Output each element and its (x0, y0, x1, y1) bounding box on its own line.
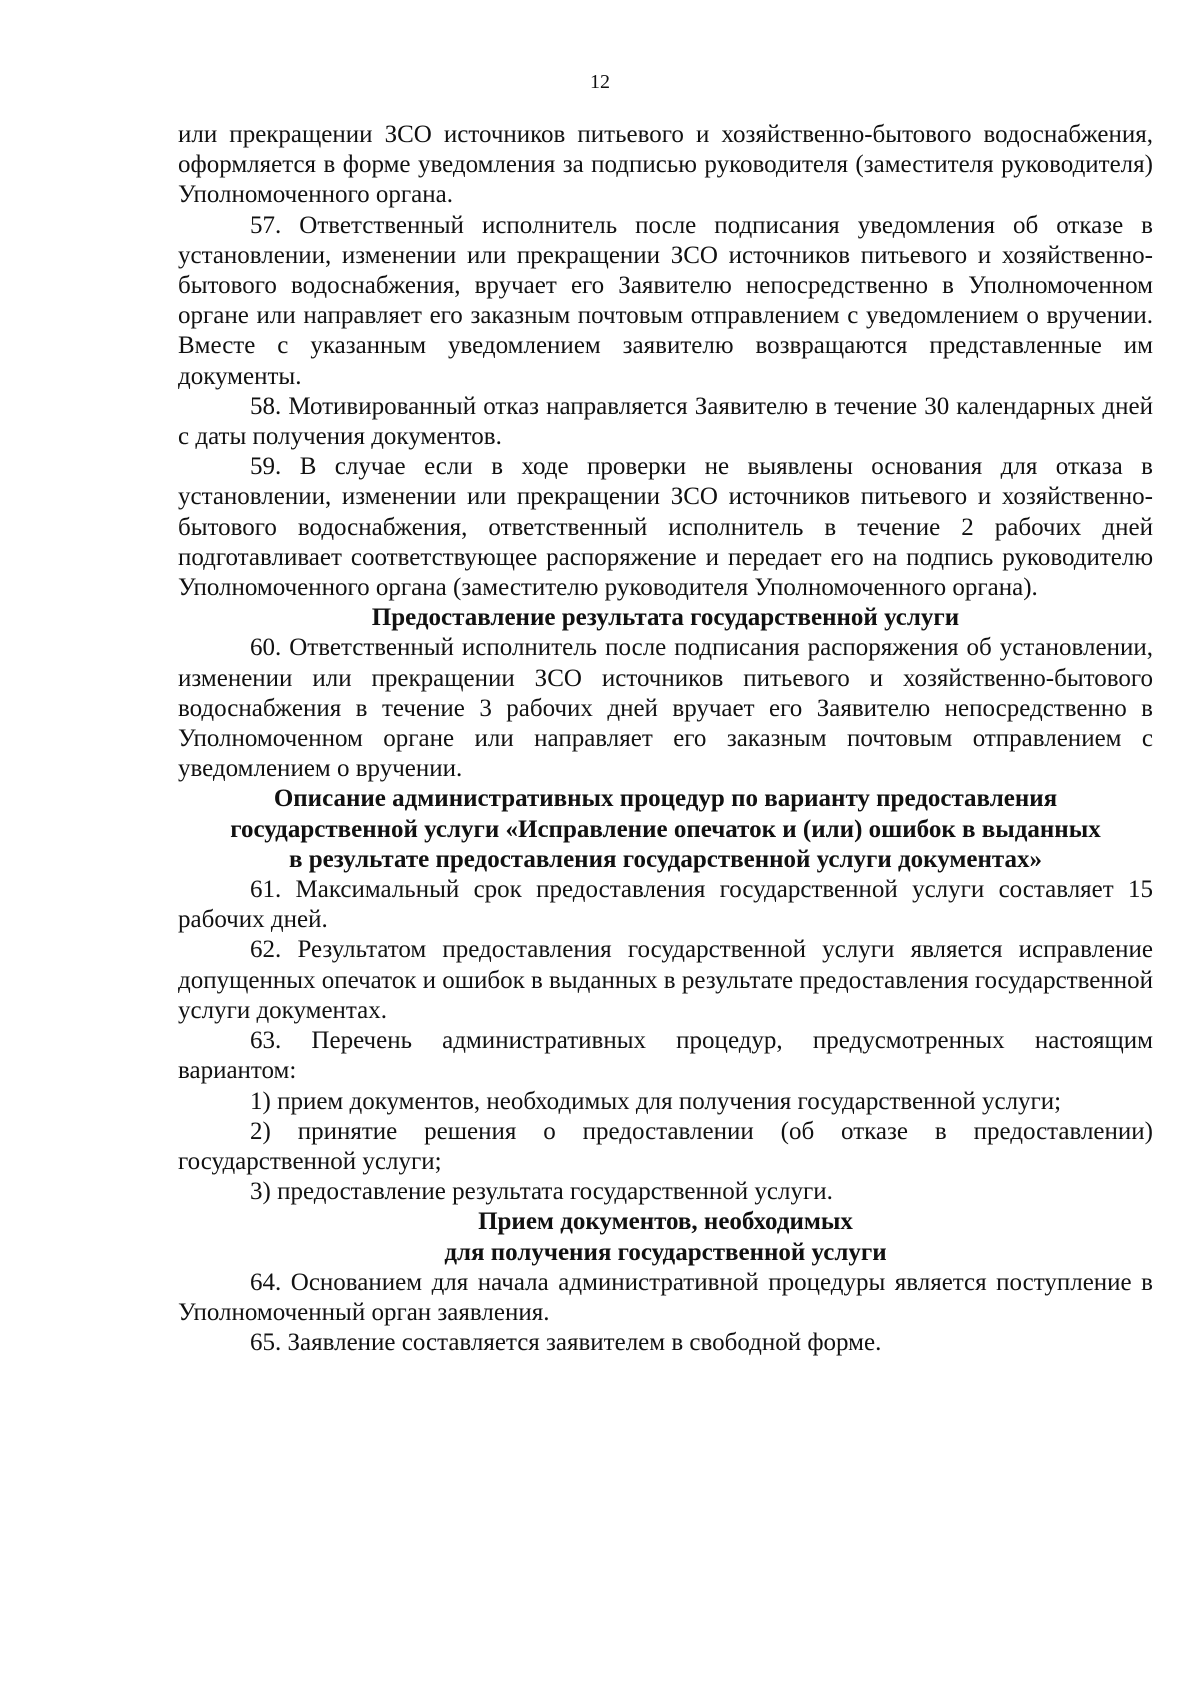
heading-line: Описание административных процедур по варианту предоставления (273, 785, 1058, 813)
heading-document-reception (178, 1207, 1153, 1267)
paragraph-57: 57. Ответственный исполнитель после подписания уведомления об отказе в установлении, изменении или прекращении ЗСО источников питьевого и хозяйственно-бытового водоснабжения, вручает его Заявителю непосредственно в Уполномоченном органе или направляет его заказным почтовым отправлением с уведомлением о вручении. Вместе с указанным уведомлением заявителю возвращаются представленные им документы. (178, 211, 1153, 390)
page-number: 12 (590, 71, 610, 93)
document-body (178, 120, 1153, 1358)
paragraph-63: 63. Перечень административных процедур, предусмотренных настоящим вариантом: (178, 1027, 1153, 1085)
heading-line: в результате предоставления государственной услуги документах» (288, 845, 1043, 873)
heading-line: для получения государственной услуги (444, 1238, 887, 1266)
paragraph-continuation: или прекращении ЗСО источников питьевого и хозяйственно-бытового водоснабжения, оформляется в форме уведомления за подписью руководителя (заместителя руководителя) Уполномоченного органа. (178, 121, 1153, 209)
paragraph-59: 59. В случае если в ходе проверки не выявлены основания для отказа в установлении, изменении или прекращении ЗСО источников питьевого и хозяйственно-бытового водоснабжения, ответственный исполнитель в течение 2 рабочих дней подготавливает соответствующее распоряжение и передает его на подпись руководителю Уполномоченного органа (заместителю руководителя Уполномоченного органа). (178, 453, 1153, 602)
heading-procedure-description (178, 784, 1153, 875)
heading-line: Прием документов, необходимых (478, 1208, 853, 1236)
paragraph-64: 64. Основанием для начала административной процедуры является поступление в Уполномоченный орган заявления. (178, 1268, 1153, 1326)
list-item-63-1: 1) прием документов, необходимых для получения государственной услуги; (250, 1087, 1062, 1115)
heading-result-provision: Предоставление результата государственной услуги (371, 604, 960, 632)
paragraph-60: 60. Ответственный исполнитель после подписания распоряжения об установлении, изменении или прекращении ЗСО источников питьевого и хозяйственно-бытового водоснабжения в течение 3 рабочих дней вручает его Заявителю непосредственно в Уполномоченном органе или направляет его заказным почтовым отправлением с уведомлением о вручении. (178, 634, 1153, 783)
paragraph-58: 58. Мотивированный отказ направляется Заявителю в течение 30 календарных дней с даты получения документов. (178, 392, 1153, 451)
list-item-63-3: 3) предоставление результата государственной услуги. (250, 1178, 833, 1206)
paragraph-65: 65. Заявление составляется заявителем в свободной форме. (250, 1329, 882, 1357)
paragraph-61: 61. Максимальный срок предоставления государственной услуги составляет 15 рабочих дней. (178, 876, 1153, 934)
list-item-63-2: 2) принятие решения о предоставлении (об отказе в предоставлении) государственной услуги; (178, 1117, 1153, 1175)
paragraph-62: 62. Результатом предоставления государственной услуги является исправление допущенных опечаток и ошибок в выданных в результате предоставления государственной услуги документах. (178, 936, 1153, 1024)
heading-line: государственной услуги «Исправление опечаток и (или) ошибок в выданных (230, 815, 1101, 843)
